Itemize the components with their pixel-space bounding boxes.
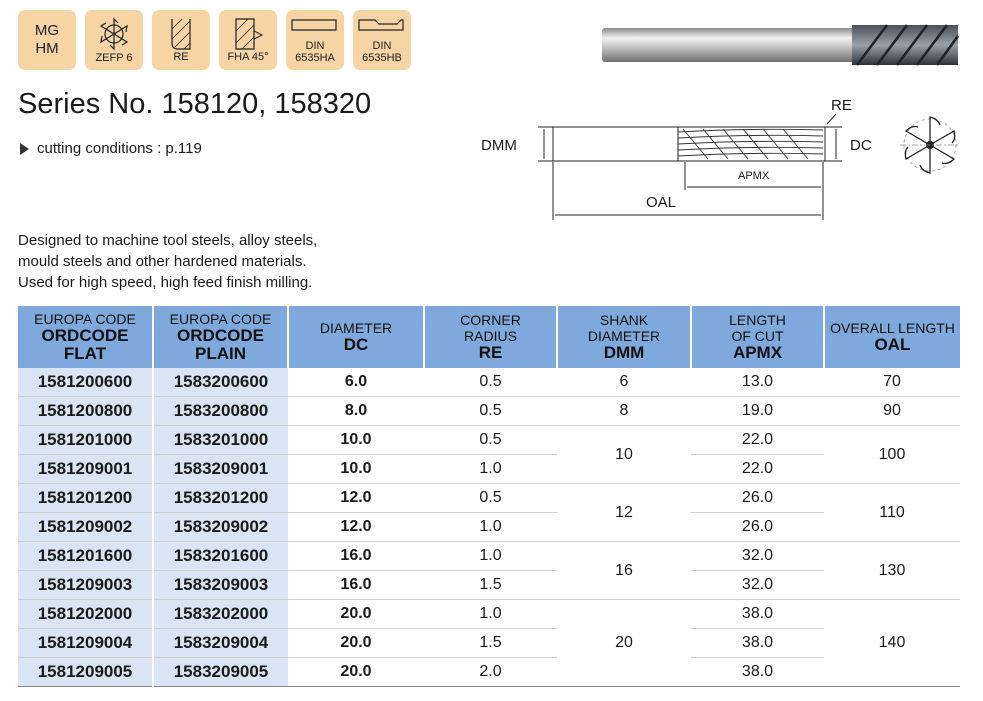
ordcode-plain-cell: 1583200800	[153, 397, 288, 426]
header-text: CORNER	[460, 312, 521, 328]
header-text: FLAT	[63, 344, 107, 363]
table-row	[18, 600, 960, 629]
six-flute-icon	[95, 16, 133, 52]
diameter-cell: 10.0	[288, 455, 424, 484]
header-text: DIAMETER	[319, 320, 393, 336]
re-label: RE	[831, 97, 852, 114]
overall-length-cell: 90	[824, 397, 960, 426]
corner-radius-cell: 2.0	[424, 658, 557, 687]
icon-badge-row	[18, 10, 411, 70]
col-header-overall-length	[824, 306, 960, 368]
length-of-cut-cell: 38.0	[691, 658, 824, 687]
dc-label: DC	[850, 137, 872, 154]
corner-radius-cell: 1.0	[424, 513, 557, 542]
header-text: EUROPA CODE	[34, 311, 136, 327]
length-of-cut-cell: 26.0	[691, 513, 824, 542]
apmx-label: APMX	[738, 170, 770, 182]
header-text: ORDCODE	[177, 326, 264, 345]
arrow-right-icon	[20, 143, 29, 155]
table-header-row	[18, 306, 960, 368]
overall-length-cell: 70	[824, 368, 960, 397]
ordcode-plain-cell: 1583209004	[153, 629, 288, 658]
diameter-cell: 16.0	[288, 542, 424, 571]
diameter-cell: 6.0	[288, 368, 424, 397]
ordcode-plain-cell: 1583200600	[153, 368, 288, 397]
table-row	[18, 426, 960, 455]
ordcode-flat-cell: 1581201000	[18, 426, 153, 455]
ordcode-flat-cell: 1581202000	[18, 600, 153, 629]
col-header-length-of-cut	[691, 306, 824, 368]
overall-length-cell: 100	[824, 426, 960, 484]
description-line: mould steels and other hardened materials.	[18, 253, 307, 270]
page-title: Series No. 158120, 158320	[18, 88, 372, 120]
overall-length-cell: 140	[824, 600, 960, 687]
length-of-cut-cell: 22.0	[691, 426, 824, 455]
header-text: OF CUT	[731, 328, 784, 344]
ordcode-flat-cell: 1581209002	[18, 513, 153, 542]
ordcode-plain-cell: 1583209001	[153, 455, 288, 484]
length-of-cut-cell: 26.0	[691, 484, 824, 513]
zefp-badge	[85, 10, 143, 70]
table-row	[18, 455, 960, 484]
oal-label: OAL	[646, 194, 677, 211]
table-row	[18, 484, 960, 513]
header-text: EUROPA CODE	[169, 311, 272, 327]
length-of-cut-cell: 38.0	[691, 600, 824, 629]
header-text: ORDCODE	[41, 326, 129, 345]
shank-diameter-cell: 6	[557, 368, 691, 397]
length-of-cut-cell: 22.0	[691, 455, 824, 484]
diameter-cell: 16.0	[288, 571, 424, 600]
table-row	[18, 542, 960, 571]
ordcode-plain-cell: 1583209005	[153, 658, 288, 687]
col-header-corner-radius	[424, 306, 557, 368]
header-text: DC	[343, 335, 369, 354]
diameter-cell: 20.0	[288, 600, 424, 629]
header-text: OAL	[874, 335, 911, 354]
cutting-conditions-link[interactable]	[20, 140, 202, 157]
ordcode-plain-cell: 1583209002	[153, 513, 288, 542]
corner-radius-cell: 1.5	[424, 629, 557, 658]
corner-radius-cell: 0.5	[424, 484, 557, 513]
header-text: APMX	[732, 343, 783, 362]
cutting-conditions-text: cutting conditions : p.119	[37, 140, 202, 157]
ordcode-flat-cell: 1581209004	[18, 629, 153, 658]
diameter-cell: 8.0	[288, 397, 424, 426]
helix-angle-icon	[231, 17, 265, 51]
ordcode-plain-cell: 1583201000	[153, 426, 288, 455]
re-label: RE	[173, 51, 189, 63]
ordcode-flat-cell: 1581200800	[18, 397, 153, 426]
diameter-cell: 12.0	[288, 484, 424, 513]
col-header-ordcode-flat	[18, 306, 153, 368]
fha-label: FHA 45°	[227, 51, 269, 63]
ordcode-plain-cell: 1583209003	[153, 571, 288, 600]
ordcode-plain-cell: 1583201200	[153, 484, 288, 513]
end-view-icon	[890, 105, 970, 185]
corner-radius-cell: 0.5	[424, 397, 557, 426]
table-row	[18, 513, 960, 542]
diameter-cell: 20.0	[288, 658, 424, 687]
col-header-ordcode-plain	[153, 306, 288, 368]
dimension-diagram	[478, 92, 883, 227]
corner-radius-cell: 1.0	[424, 542, 557, 571]
description	[18, 230, 317, 293]
end-mill-photo	[602, 22, 960, 68]
length-of-cut-cell: 19.0	[691, 397, 824, 426]
table-row	[18, 658, 960, 687]
din-ha-line1: DIN	[305, 40, 325, 52]
material-hm-label: HM	[35, 40, 59, 57]
length-of-cut-cell: 32.0	[691, 571, 824, 600]
plain-shank-icon	[290, 17, 340, 33]
material-mg-label: MG	[34, 22, 60, 39]
description-line: Used for high speed, high feed finish milling.	[18, 274, 313, 291]
diameter-cell: 12.0	[288, 513, 424, 542]
shank-diameter-cell: 8	[557, 397, 691, 426]
corner-radius-badge	[152, 10, 210, 70]
din-6535ha-badge	[286, 10, 344, 70]
header-text: SHANK	[599, 312, 649, 328]
header-text: LENGTH	[729, 312, 786, 328]
ordcode-flat-cell: 1581209003	[18, 571, 153, 600]
corner-radius-icon	[166, 17, 196, 51]
header-text: RE	[478, 343, 503, 362]
diameter-cell: 20.0	[288, 629, 424, 658]
zefp-label: ZEFP 6	[95, 52, 133, 64]
table-row	[18, 397, 960, 426]
table-row	[18, 368, 960, 397]
shank-diameter-cell: 16	[557, 542, 691, 600]
length-of-cut-cell: 32.0	[691, 542, 824, 571]
ordcode-flat-cell: 1581201200	[18, 484, 153, 513]
ordcode-flat-cell: 1581209005	[18, 658, 153, 687]
specification-table	[18, 306, 960, 687]
table-row	[18, 571, 960, 600]
overall-length-cell: 130	[824, 542, 960, 600]
header-text: DIAMETER	[587, 328, 661, 344]
header-text: RADIUS	[464, 328, 517, 344]
flat-shank-icon	[357, 17, 407, 33]
helix-angle-badge	[219, 10, 277, 70]
shank-diameter-cell: 20	[557, 600, 691, 687]
shank-diameter-cell: 12	[557, 484, 691, 542]
din-6535hb-badge	[353, 10, 411, 70]
shank-diameter-cell: 10	[557, 426, 691, 484]
col-header-shank-diameter	[557, 306, 691, 368]
col-header-diameter	[288, 306, 424, 368]
length-of-cut-cell: 38.0	[691, 629, 824, 658]
table-row	[18, 629, 960, 658]
diameter-cell: 10.0	[288, 426, 424, 455]
overall-length-cell: 110	[824, 484, 960, 542]
din-ha-line2: 6535HA	[295, 52, 335, 64]
material-badge	[18, 10, 76, 70]
din-hb-line1: DIN	[372, 40, 392, 52]
corner-radius-cell: 1.5	[424, 571, 557, 600]
header-text: OVERALL LENGTH	[830, 320, 955, 336]
header-text: PLAIN	[195, 344, 246, 363]
ordcode-plain-cell: 1583201600	[153, 542, 288, 571]
ordcode-plain-cell: 1583202000	[153, 600, 288, 629]
corner-radius-cell: 0.5	[424, 368, 557, 397]
dmm-label: DMM	[481, 137, 517, 154]
din-hb-line2: 6535HB	[362, 52, 402, 64]
ordcode-flat-cell: 1581201600	[18, 542, 153, 571]
length-of-cut-cell: 13.0	[691, 368, 824, 397]
ordcode-flat-cell: 1581200600	[18, 368, 153, 397]
header-text: DMM	[603, 343, 645, 362]
corner-radius-cell: 1.0	[424, 600, 557, 629]
description-line: Designed to machine tool steels, alloy steels,	[18, 232, 318, 249]
ordcode-flat-cell: 1581209001	[18, 455, 153, 484]
corner-radius-cell: 1.0	[424, 455, 557, 484]
corner-radius-cell: 0.5	[424, 426, 557, 455]
